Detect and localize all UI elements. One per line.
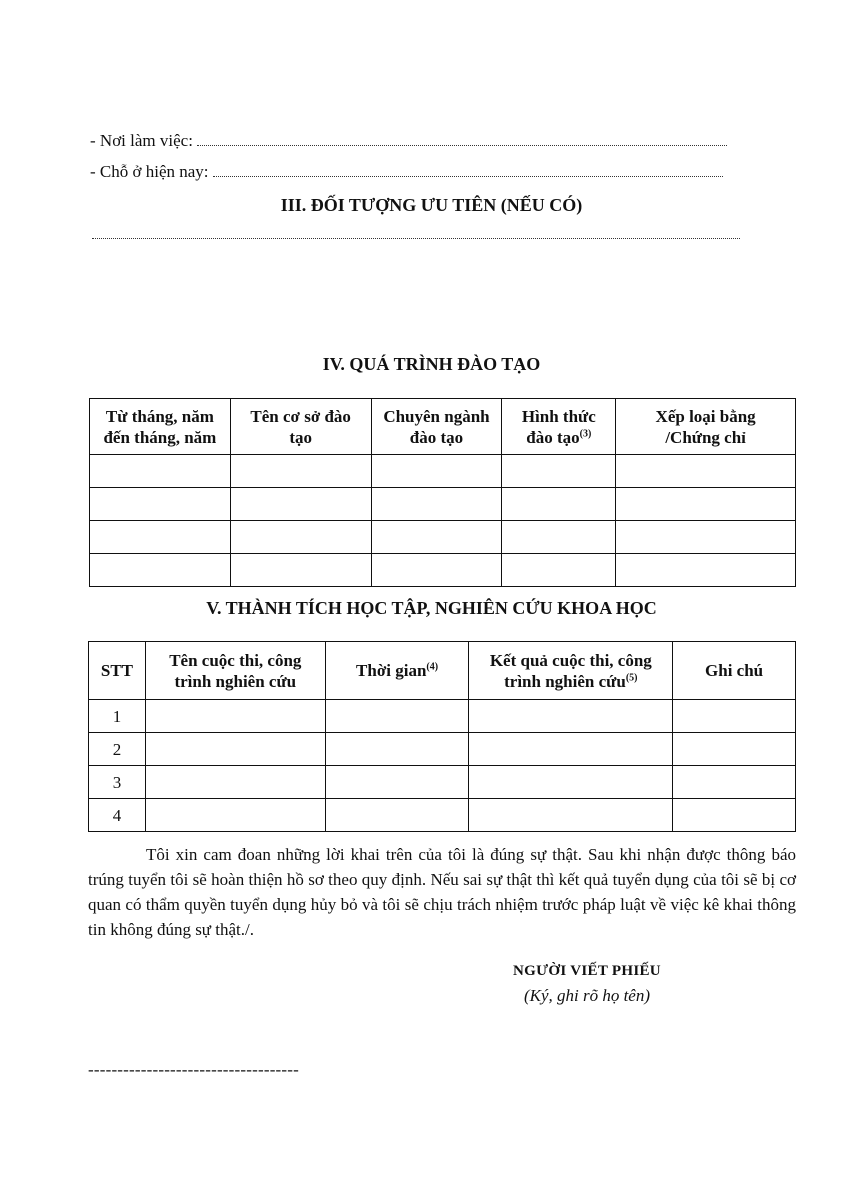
table-cell[interactable] [371, 455, 502, 488]
table-cell[interactable] [325, 733, 469, 766]
table-cell[interactable] [673, 700, 796, 733]
header-time: Thời gian$^{(4)}$ [325, 642, 469, 700]
pledge-paragraph: Tôi xin cam đoan những lời khai trên của tôi là đúng sự thật. Sau khi nhận được thông báo trúng tuyển tôi sẽ hoàn thiện hồ sơ theo quy định. Nếu sai sự thật thì kết quả tuyển dụng của tôi sẽ bị cơ quan có thẩm quyền tuyển dụng hủy bỏ và tôi sẽ chịu trách nhiệm trước pháp luật về việc kê khai thông tin không đúng sự thật./. [88, 845, 796, 939]
table-row [89, 766, 796, 799]
table-cell[interactable] [230, 521, 371, 554]
header-competition-name: Tên cuộc thi, công trình nghiên cứu [145, 642, 325, 700]
table-cell[interactable] [616, 554, 796, 587]
header-from-to: Từ tháng, năm đến tháng, năm [90, 399, 231, 455]
table-cell[interactable] [90, 488, 231, 521]
table-row [90, 554, 796, 587]
table-cell[interactable] [230, 554, 371, 587]
table-cell[interactable] [371, 488, 502, 521]
row-number: 1 [89, 700, 146, 733]
training-header-row [90, 399, 796, 455]
header-major: Chuyên ngành đào tạo [371, 399, 502, 455]
table-cell[interactable] [90, 521, 231, 554]
row-number: 4 [89, 799, 146, 832]
table-cell[interactable] [90, 455, 231, 488]
section-3-title: III. ĐỐI TƯỢNG ƯU TIÊN (NẾU CÓ) [280, 195, 583, 215]
table-row [90, 488, 796, 521]
header-grade-certificate: Xếp loại bằng /Chứng chỉ [616, 399, 796, 455]
residence-field [90, 162, 723, 182]
table-cell[interactable] [145, 766, 325, 799]
row-number: 2 [89, 733, 146, 766]
footer-separator: ------------------------------------ [88, 1060, 300, 1079]
workplace-label: - Nơi làm việc: [90, 131, 193, 150]
residence-dotted-line[interactable] [213, 166, 723, 177]
header-stt: STT [89, 642, 146, 700]
table-cell[interactable] [616, 521, 796, 554]
workplace-field [90, 131, 727, 151]
footnote-5: (5) [625, 671, 638, 683]
achievements-table [88, 641, 796, 832]
header-notes: Ghi chú [673, 642, 796, 700]
table-row [89, 733, 796, 766]
table-cell[interactable] [371, 521, 502, 554]
table-cell[interactable] [469, 700, 673, 733]
table-cell[interactable] [325, 766, 469, 799]
table-row [90, 521, 796, 554]
table-cell[interactable] [325, 799, 469, 832]
table-row [89, 799, 796, 832]
table-cell[interactable] [502, 488, 616, 521]
footnote-4: (4) [426, 661, 439, 673]
table-cell[interactable] [673, 733, 796, 766]
footnote-3: (3) [579, 427, 592, 439]
table-row [89, 700, 796, 733]
table-cell[interactable] [145, 700, 325, 733]
table-cell[interactable] [469, 766, 673, 799]
priority-dotted-line[interactable] [92, 238, 740, 239]
table-cell[interactable] [673, 799, 796, 832]
header-training-form: Hình thức đào tạo$^{(3)}$ [502, 399, 616, 455]
table-cell[interactable] [230, 488, 371, 521]
table-cell[interactable] [502, 521, 616, 554]
table-cell[interactable] [502, 554, 616, 587]
section-5-title: V. THÀNH TÍCH HỌC TẬP, NGHIÊN CỨU KHOA HỌC [206, 598, 657, 618]
residence-label: - Chỗ ở hiện nay: [90, 162, 209, 181]
table-cell[interactable] [502, 455, 616, 488]
table-cell[interactable] [616, 455, 796, 488]
table-cell[interactable] [469, 799, 673, 832]
training-table [89, 398, 796, 587]
table-cell[interactable] [145, 799, 325, 832]
table-cell[interactable] [145, 733, 325, 766]
table-cell[interactable] [325, 700, 469, 733]
table-cell[interactable] [90, 554, 231, 587]
table-cell[interactable] [616, 488, 796, 521]
achievements-header-row [89, 642, 796, 700]
table-cell[interactable] [673, 766, 796, 799]
section-4-title: IV. QUÁ TRÌNH ĐÀO TẠO [322, 354, 541, 374]
signer-note: (Ký, ghi rõ họ tên) [523, 986, 651, 1005]
table-cell[interactable] [230, 455, 371, 488]
table-cell[interactable] [469, 733, 673, 766]
signer-title: NGƯỜI VIẾT PHIẾU [513, 963, 661, 979]
header-result: Kết quả cuộc thi, công trình nghiên cứu$^{(5)}$ [469, 642, 673, 700]
workplace-dotted-line[interactable] [197, 135, 727, 146]
row-number: 3 [89, 766, 146, 799]
table-cell[interactable] [371, 554, 502, 587]
header-institution: Tên cơ sở đào tạo [230, 399, 371, 455]
table-row [90, 455, 796, 488]
